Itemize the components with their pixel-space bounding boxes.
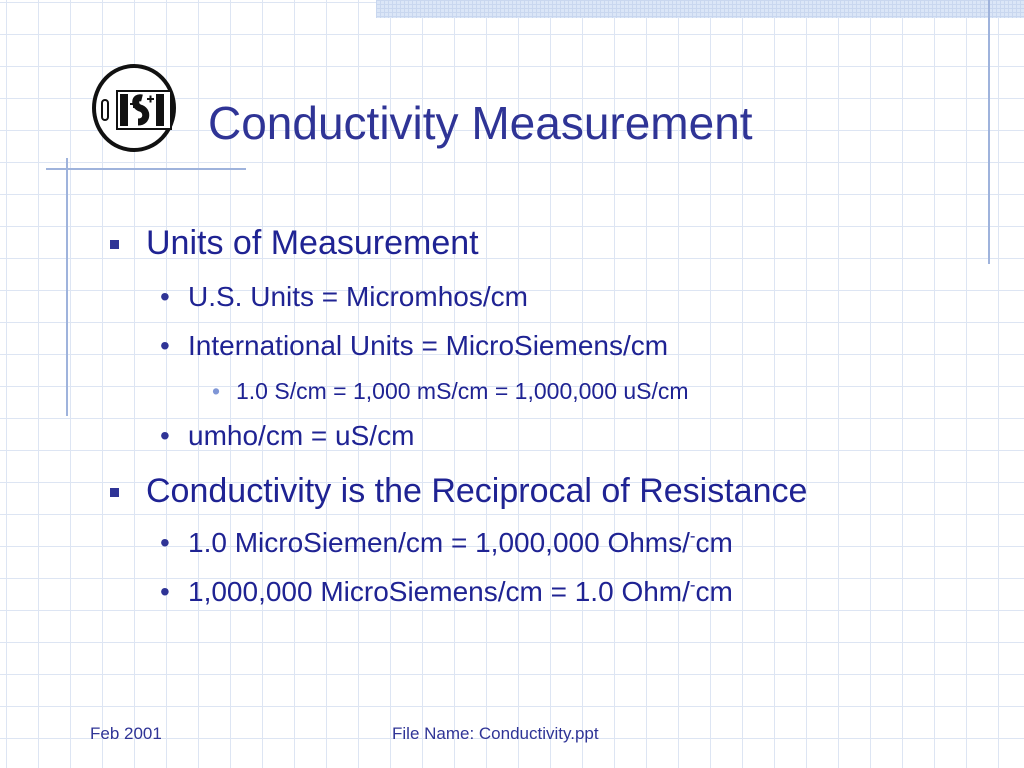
bullet-level2 bbox=[160, 575, 733, 608]
title-underline-accent bbox=[46, 168, 246, 170]
bullet-text: U.S. Units = Micromhos/cm bbox=[188, 281, 528, 312]
bullet-text-before: 1,000,000 MicroSiemens/cm = 1.0 Ohm/ bbox=[188, 576, 690, 607]
round-bullet-icon: • bbox=[160, 527, 170, 558]
bullet-level2 bbox=[160, 420, 415, 452]
round-bullet-icon: • bbox=[160, 576, 170, 607]
bullet-text-before: 1.0 MicroSiemen/cm = 1,000,000 Ohms/ bbox=[188, 527, 690, 558]
bullet-text-after: cm bbox=[695, 527, 733, 558]
bullet-text: umho/cm = uS/cm bbox=[188, 420, 415, 451]
bullet-level2 bbox=[160, 330, 669, 362]
top-decorative-band bbox=[376, 0, 1024, 18]
bullet-text-after: cm bbox=[695, 576, 733, 607]
superscript-minus: - bbox=[689, 575, 696, 595]
bullet-text: Units of Measurement bbox=[146, 224, 479, 262]
footer-date: Feb 2001 bbox=[90, 724, 162, 743]
bullet-level1 bbox=[146, 472, 807, 511]
bullet-text: International Units = MicroSiemens/cm bbox=[188, 330, 669, 361]
footer-file-name: File Name: Conductivity.ppt bbox=[392, 724, 599, 743]
round-bullet-icon: • bbox=[160, 330, 170, 361]
superscript-minus: - bbox=[689, 526, 696, 546]
left-accent-line bbox=[66, 158, 68, 416]
square-bullet-icon bbox=[110, 240, 119, 249]
right-accent-line bbox=[988, 0, 990, 264]
round-bullet-icon: • bbox=[160, 420, 170, 451]
round-bullet-icon: • bbox=[212, 378, 221, 404]
bullet-text: 1.0 S/cm = 1,000 mS/cm = 1,000,000 uS/cm bbox=[236, 378, 689, 404]
isi-logo bbox=[90, 62, 182, 154]
bullet-level2 bbox=[160, 281, 528, 313]
bullet-level2 bbox=[160, 526, 733, 559]
square-bullet-icon bbox=[110, 488, 119, 497]
bullet-level3 bbox=[212, 378, 689, 405]
bullet-text: Conductivity is the Reciprocal of Resistance bbox=[146, 472, 808, 510]
round-bullet-icon: • bbox=[160, 281, 170, 312]
slide-title: Conductivity Measurement bbox=[208, 97, 753, 149]
bullet-level1 bbox=[146, 224, 479, 263]
